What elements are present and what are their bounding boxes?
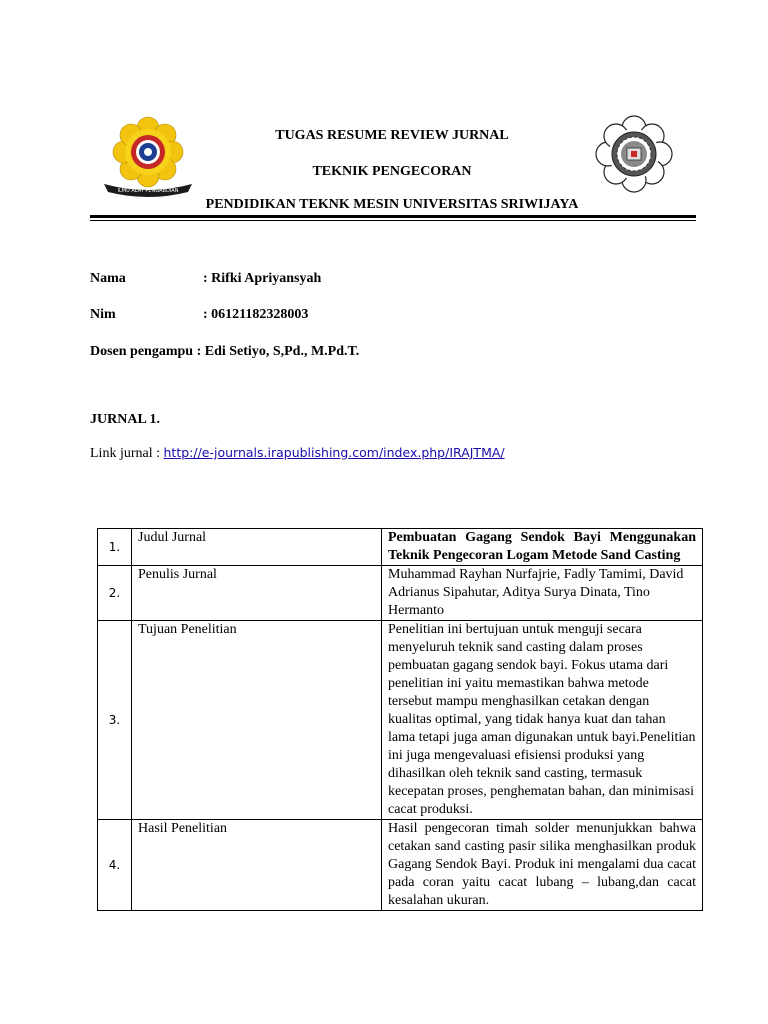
- sriwijaya-emblem-icon: [100, 112, 196, 198]
- journal-link[interactable]: http://e-journals.irapublishing.com/index.php/IRAJTMA/: [163, 445, 505, 460]
- table-row: [98, 566, 703, 621]
- header-rule-thick: [90, 215, 696, 218]
- nim-label: Nim: [90, 307, 116, 322]
- journal-link-line: [90, 445, 505, 462]
- dosen-line: [90, 344, 359, 360]
- dosen-label: Dosen pengampu: [90, 344, 194, 359]
- header-rule-thin: [90, 220, 696, 221]
- row-label: Penulis Jurnal: [132, 566, 382, 621]
- row-value: Penelitian ini bertujuan untuk menguji secara menyeluruh teknik sand casting dalam proses pembuatan gagang sendok bayi. Fokus utama dari penelitian ini yaitu memastikan bahwa metode tersebut mampu menghasilkan cetakan dengan kualitas optimal, yang tidak hanya kuat dan tahan lama tetapi juga aman digunakan untuk bayi.Penelitian ini juga mengevaluasi efisiensi produksi yang dihasilkan oleh teknik sand casting, termasuk kecepatan proses, penghematan bahan, dan minimisasi cacat produksi.: [382, 621, 703, 820]
- table-row: [98, 820, 703, 911]
- department-logo-right: [592, 112, 676, 198]
- row-label: Hasil Penelitian: [132, 820, 382, 911]
- row-number: 3.: [98, 621, 132, 820]
- row-number: 2.: [98, 566, 132, 621]
- row-number: 1.: [98, 529, 132, 566]
- gear-flower-emblem-icon: [592, 112, 676, 198]
- nim-value: : 06121182328003: [203, 307, 309, 322]
- university-logo-left: [100, 112, 196, 198]
- row-label: Tujuan Penelitian: [132, 621, 382, 820]
- name-label: Nama: [90, 271, 126, 286]
- table-row: [98, 621, 703, 820]
- dosen-value: : Edi Setiyo, S,Pd., M.Pd.T.: [196, 344, 360, 359]
- journal-link-label: Link jurnal :: [90, 446, 164, 461]
- journal-heading: JURNAL 1.: [90, 412, 161, 427]
- header-title: TUGAS RESUME REVIEW JURNAL: [275, 128, 509, 143]
- row-value: Pembuatan Gagang Sendok Bayi Menggunakan Teknik Pengecoran Logam Metode Sand Casting: [382, 529, 703, 566]
- row-label: Judul Jurnal: [132, 529, 382, 566]
- table-row: [98, 529, 703, 566]
- header-subtitle: TEKNIK PENGECORAN: [312, 164, 472, 179]
- row-number: 4.: [98, 820, 132, 911]
- name-value: : Rifki Apriyansyah: [203, 271, 322, 286]
- row-value: Muhammad Rayhan Nurfajrie, Fadly Tamimi, David Adrianus Sipahutar, Aditya Surya Dinata, Tino Hermanto: [382, 566, 703, 621]
- row-value: Hasil pengecoran timah solder menunjukkan bahwa cetakan sand casting pasir silika menghasilkan produk Gagang Sendok Bayi. Produk ini mengalami dua cacat pada coran yaitu cacat lubang – lubang,dan cacat kesalahan ukuran.: [382, 820, 703, 911]
- logo-ribbon-text: ILMU ALAT PENGABDIAN: [117, 188, 179, 194]
- journal-table: [97, 528, 703, 911]
- header-institution: PENDIDIKAN TEKNK MESIN UNIVERSITAS SRIWIJAYA: [205, 197, 579, 212]
